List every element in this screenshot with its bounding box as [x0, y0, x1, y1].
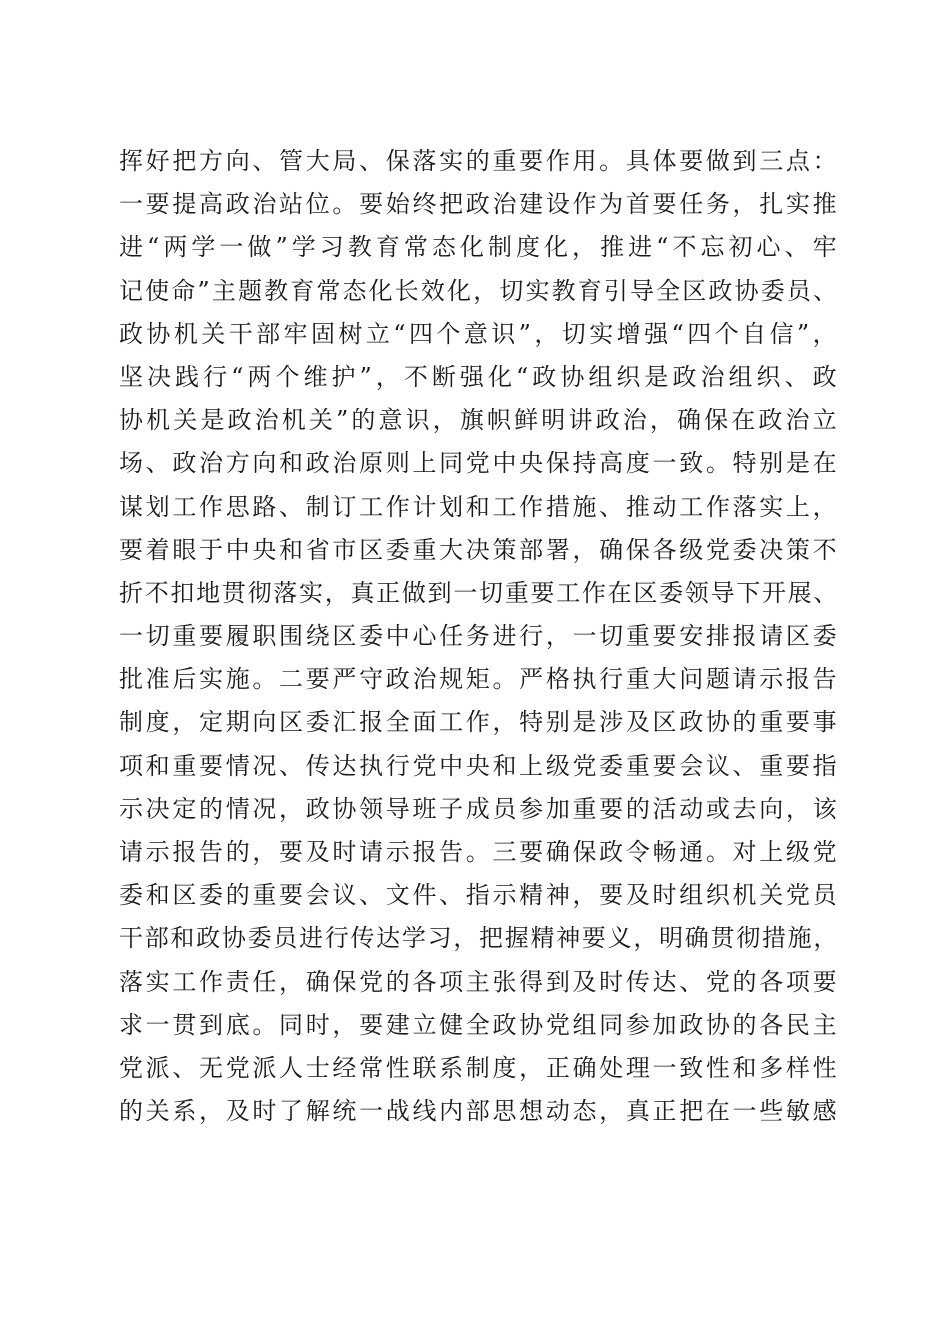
text-line: 记使命”主题教育常态化长效化，切实教育引导全区政协委员、	[119, 276, 839, 305]
body-paragraph	[119, 140, 839, 1133]
text-line: 折不扣地贯彻落实，真正做到一切重要工作在区委领导下开展、	[119, 578, 839, 607]
text-line: 协机关是政治机关”的意识，旗帜鲜明讲政治，确保在政治立	[119, 406, 839, 435]
text-line: 一切重要履职围绕区委中心任务进行，一切重要安排报请区委	[119, 622, 839, 651]
text-line: 委和区委的重要会议、文件、指示精神，要及时组织机关党员	[119, 881, 839, 910]
text-line: 政协机关干部牢固树立“四个意识”，切实增强“四个自信”，	[119, 319, 839, 348]
text-line: 干部和政协委员进行传达学习，把握精神要义，明确贯彻措施，	[119, 924, 839, 953]
text-line: 党派、无党派人士经常性联系制度，正确处理一致性和多样性	[119, 1053, 839, 1082]
text-line: 请示报告的，要及时请示报告。三要确保政令畅通。对上级党	[119, 838, 839, 866]
text-line: 批准后实施。二要严守政治规矩。严格执行重大问题请示报告	[119, 665, 839, 694]
text-line: 一要提高政治站位。要始终把政治建设作为首要任务，扎实推	[119, 190, 839, 219]
text-line: 落实工作责任，确保党的各项主张得到及时传达、党的各项要	[119, 967, 839, 996]
text-line: 要着眼于中央和省市区委重大决策部署，确保各级党委决策不	[119, 535, 839, 564]
text-line: 谋划工作思路、制订工作计划和工作措施、推动工作落实上，	[119, 492, 839, 521]
text-line: 示决定的情况，政协领导班子成员参加重要的活动或去向，该	[119, 794, 839, 823]
text-line: 挥好把方向、管大局、保落实的重要作用。具体要做到三点：	[119, 147, 839, 175]
text-line: 求一贯到底。同时，要建立健全政协党组同参加政协的各民主	[119, 1010, 839, 1039]
text-line: 进“两学一做”学习教育常态化制度化，推进“不忘初心、牢	[119, 233, 839, 262]
text-line: 坚决践行“两个维护”，不断强化“政协组织是政治组织、政	[119, 362, 839, 391]
text-line: 制度，定期向区委汇报全面工作，特别是涉及区政协的重要事	[119, 708, 839, 737]
text-line: 场、政治方向和政治原则上同党中央保持高度一致。特别是在	[119, 449, 839, 478]
text-line: 项和重要情况、传达执行党中央和上级党委重要会议、重要指	[119, 751, 839, 780]
text-line: 的关系，及时了解统一战线内部思想动态，真正把在一些敏感	[119, 1097, 839, 1126]
